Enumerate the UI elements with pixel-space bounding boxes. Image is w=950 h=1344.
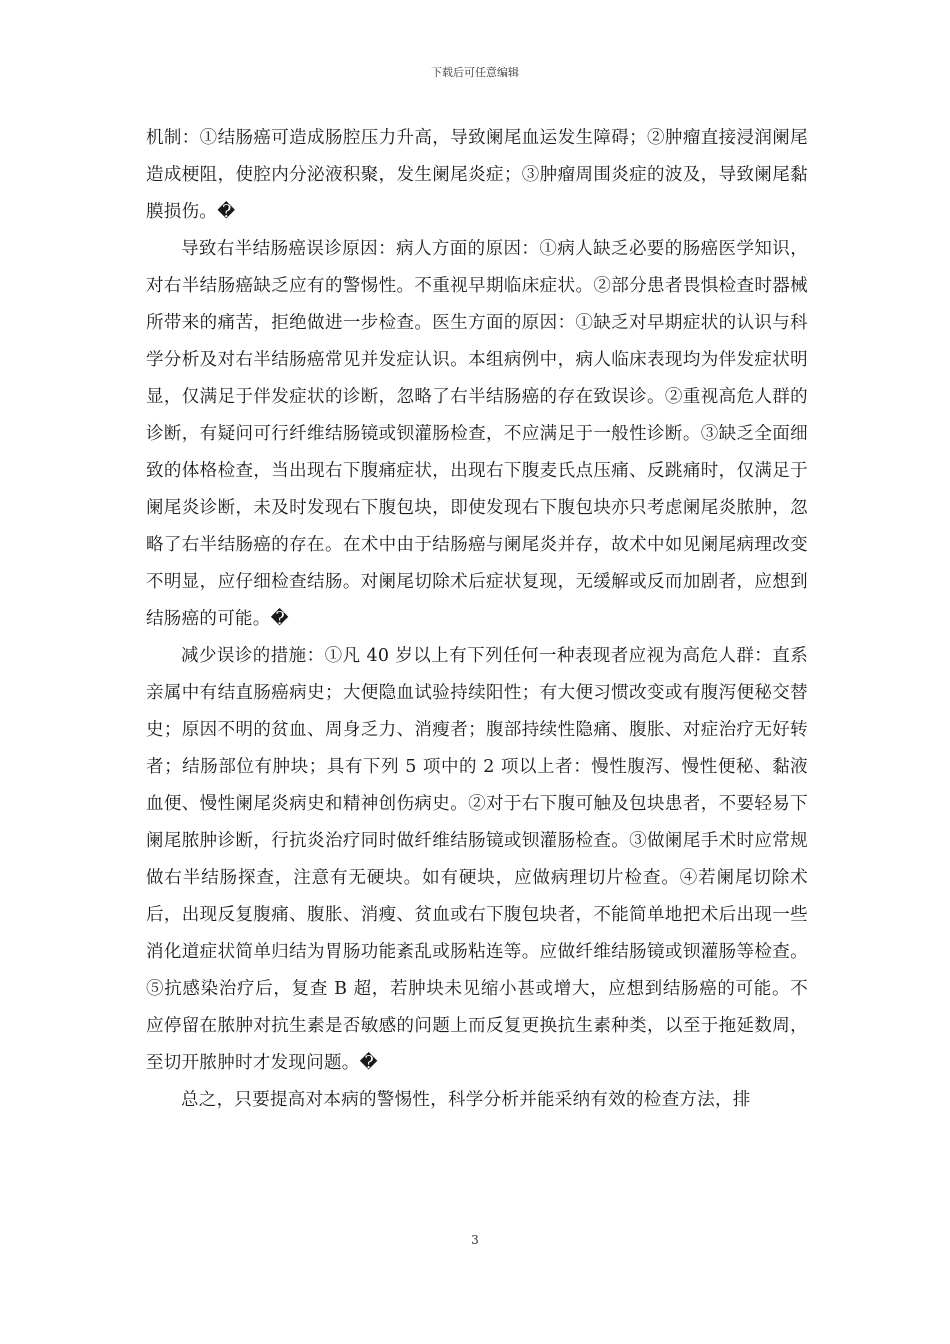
document-body [146, 120, 808, 1119]
paragraph-prevention-measures: 减少误诊的措施：①凡 40 岁以上有下列任何一种表现者应视为高危人群：直系亲属中有结直肠癌病史；大便隐血试验持续阳性；有大便习惯改变或有腹泻便秘交替史；原因不明的贫血、周身乏力、消瘦者；腹部持续性隐痛、腹胀、对症治疗无好转者；结肠部位有肿块；具有下列 5 项中的 2 项以上者：慢性腹泻、慢性便秘、黏液血便、慢性阑尾炎病史和精神创伤病史。②对于右下腹可触及包块患者，不要轻易下阑尾脓肿诊断，行抗炎治疗同时做纤维结肠镜或钡灌肠检查。③做阑尾手术时应常规做右半结肠探查，注意有无硬块。如有硬块，应做病理切片检查。④若阑尾切除术后，出现反复腹痛、腹胀、消瘦、贫血或右下腹包块者，不能简单地把术后出现一些消化道症状简单归结为胃肠功能紊乱或肠粘连等。应做纤维结肠镜或钡灌肠等检查。⑤抗感染治疗后，复查 B 超，若肿块未见缩小甚或增大，应想到结肠癌的可能。不应停留在脓肿对抗生素是否敏感的问题上而反复更换抗生素种类，以至于拖延数周，至切开脓肿时才发现问题。� [146, 646, 808, 1073]
page-number: 3 [471, 1233, 479, 1247]
paragraph-conclusion: 总之，只要提高对本病的警惕性，科学分析并能采纳有效的检查方法，排 [181, 1090, 751, 1110]
paragraph-mechanism: 机制：①结肠癌可造成肠腔压力升高，导致阑尾血运发生障碍；②肿瘤直接浸润阑尾造成梗阻，使腔内分泌液积聚，发生阑尾炎症；③肿瘤周围炎症的波及，导致阑尾黏膜损伤。� [146, 128, 808, 222]
page-header: 下载后可任意编辑 [431, 66, 519, 79]
paragraph-misdiagnosis-causes: 导致右半结肠癌误诊原因：病人方面的原因：①病人缺乏必要的肠癌医学知识，对右半结肠癌缺乏应有的警惕性。不重视早期临床症状。②部分患者畏惧检查时器械所带来的痛苦，拒绝做进一步检查。医生方面的原因：①缺乏对早期症状的认识与科学分析及对右半结肠癌常见并发症认识。本组病例中，病人临床表现均为伴发症状明显，仅满足于伴发症状的诊断，忽略了右半结肠癌的存在致误诊。②重视高危人群的诊断，有疑问可行纤维结肠镜或钡灌肠检查，不应满足于一般性诊断。③缺乏全面细致的体格检查，当出现右下腹痛症状，出现右下腹麦氏点压痛、反跳痛时，仅满足于阑尾炎诊断，未及时发现右下腹包块，即使发现右下腹包块亦只考虑阑尾炎脓肿，忽略了右半结肠癌的存在。在术中由于结肠癌与阑尾炎并存，故术中如见阑尾病理改变不明显，应仔细检查结肠。对阑尾切除术后症状复现，无缓解或反而加剧者，应想到结肠癌的可能。� [146, 239, 808, 629]
